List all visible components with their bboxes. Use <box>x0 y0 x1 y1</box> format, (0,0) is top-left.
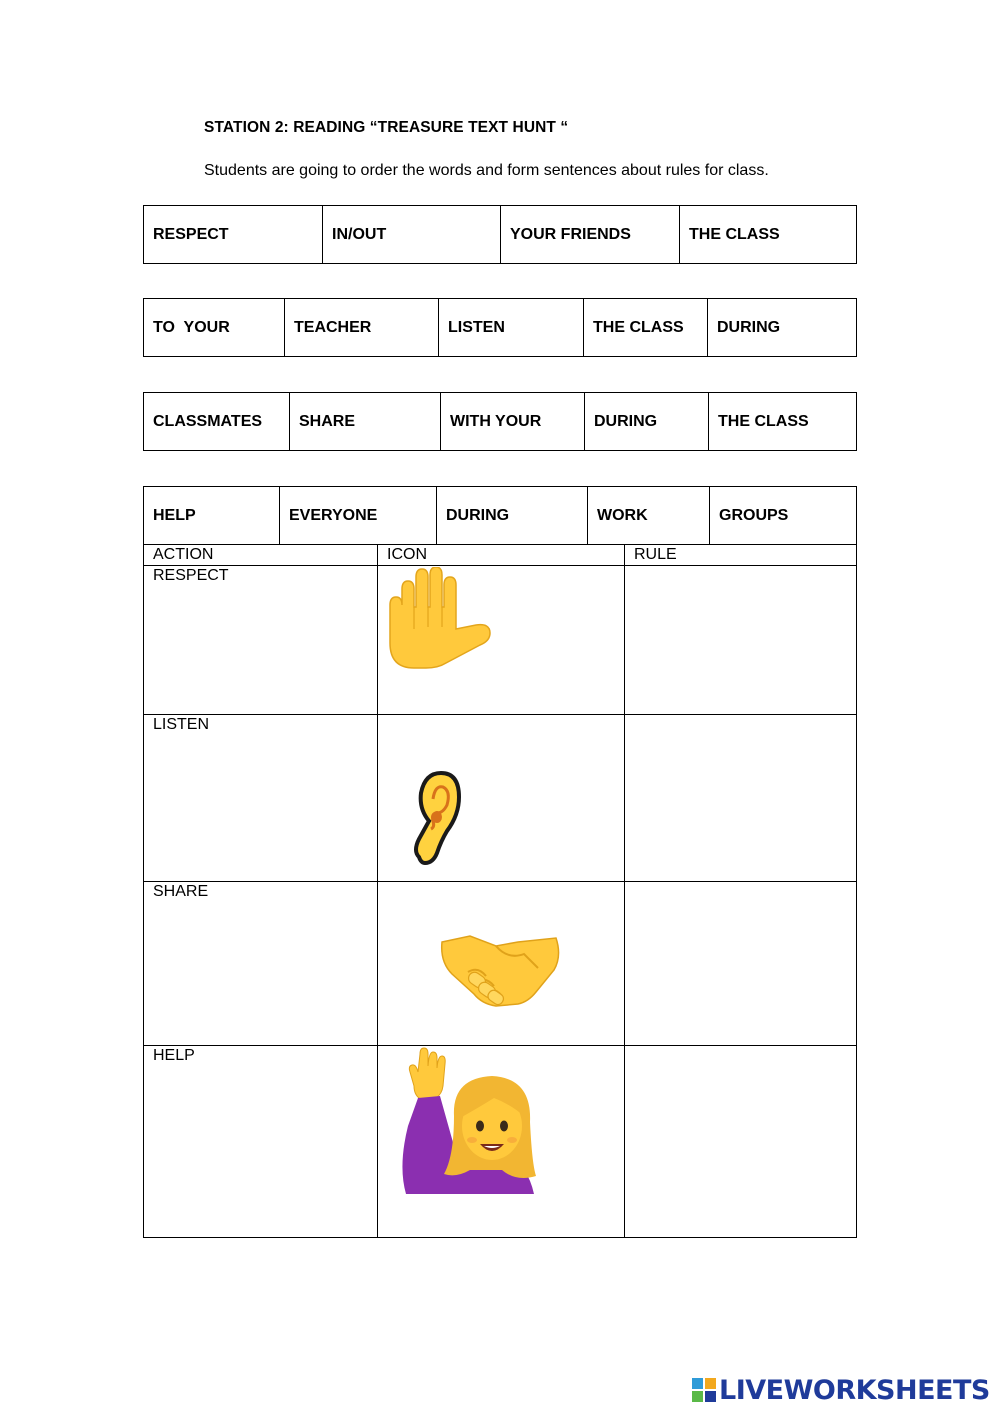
word-cell[interactable]: DURING <box>717 318 781 336</box>
page-title: STATION 2: READING “TREASURE TEXT HUNT “ <box>204 119 569 136</box>
word-table-4 <box>143 486 857 545</box>
word-cell[interactable]: SHARE <box>290 393 441 450</box>
word-cell[interactable]: THE CLASS <box>689 225 780 243</box>
action-label: HELP <box>153 1047 195 1064</box>
word-cell[interactable]: WORK <box>588 487 710 544</box>
rules-table <box>143 545 857 1238</box>
header-icon: ICON <box>387 546 427 563</box>
person-raising-hand-icon <box>398 1046 540 1196</box>
word-cell[interactable]: GROUPS <box>719 506 789 524</box>
raised-hand-icon <box>384 567 496 669</box>
ear-icon <box>411 769 463 865</box>
handshake-icon <box>438 932 562 1008</box>
word-cell[interactable]: THE CLASS <box>584 299 708 356</box>
logo-text: LIVEWORKSHEETS <box>719 1374 990 1406</box>
word-cell[interactable]: DURING <box>585 393 709 450</box>
word-cell[interactable]: TEACHER <box>285 299 439 356</box>
rule-answer-cell[interactable] <box>625 1046 856 1237</box>
logo-mark-icon <box>692 1378 716 1402</box>
action-label: RESPECT <box>153 567 229 584</box>
rules-header-row <box>144 545 856 566</box>
word-cell[interactable]: CLASSMATES <box>144 393 290 450</box>
word-cell[interactable]: LISTEN <box>439 299 584 356</box>
table-row <box>144 715 856 882</box>
word-cell[interactable]: EVERYONE <box>280 487 437 544</box>
rule-answer-cell[interactable] <box>625 566 856 714</box>
table-row <box>144 882 856 1046</box>
liveworksheets-logo <box>692 1374 990 1406</box>
word-cell[interactable]: HELP <box>144 487 280 544</box>
word-cell[interactable]: DURING <box>437 487 588 544</box>
word-table-3 <box>143 392 857 451</box>
rule-answer-cell[interactable] <box>625 715 856 881</box>
word-table-1 <box>143 205 857 264</box>
table-row <box>144 1046 856 1237</box>
word-cell[interactable]: IN/OUT <box>323 206 501 263</box>
word-cell[interactable]: TO YOUR <box>144 299 285 356</box>
action-label: SHARE <box>153 883 209 900</box>
word-cell[interactable]: YOUR FRIENDS <box>501 206 680 263</box>
word-cell[interactable]: THE CLASS <box>718 412 809 430</box>
word-cell[interactable]: WITH YOUR <box>441 393 585 450</box>
action-label: LISTEN <box>153 716 210 733</box>
header-action: ACTION <box>153 546 214 563</box>
header-rule: RULE <box>634 546 677 563</box>
word-table-2 <box>143 298 857 357</box>
table-row <box>144 566 856 715</box>
word-cell[interactable]: RESPECT <box>144 206 323 263</box>
rule-answer-cell[interactable] <box>625 882 856 1045</box>
instructions: Students are going to order the words and form sentences about rules for class. <box>204 162 769 179</box>
